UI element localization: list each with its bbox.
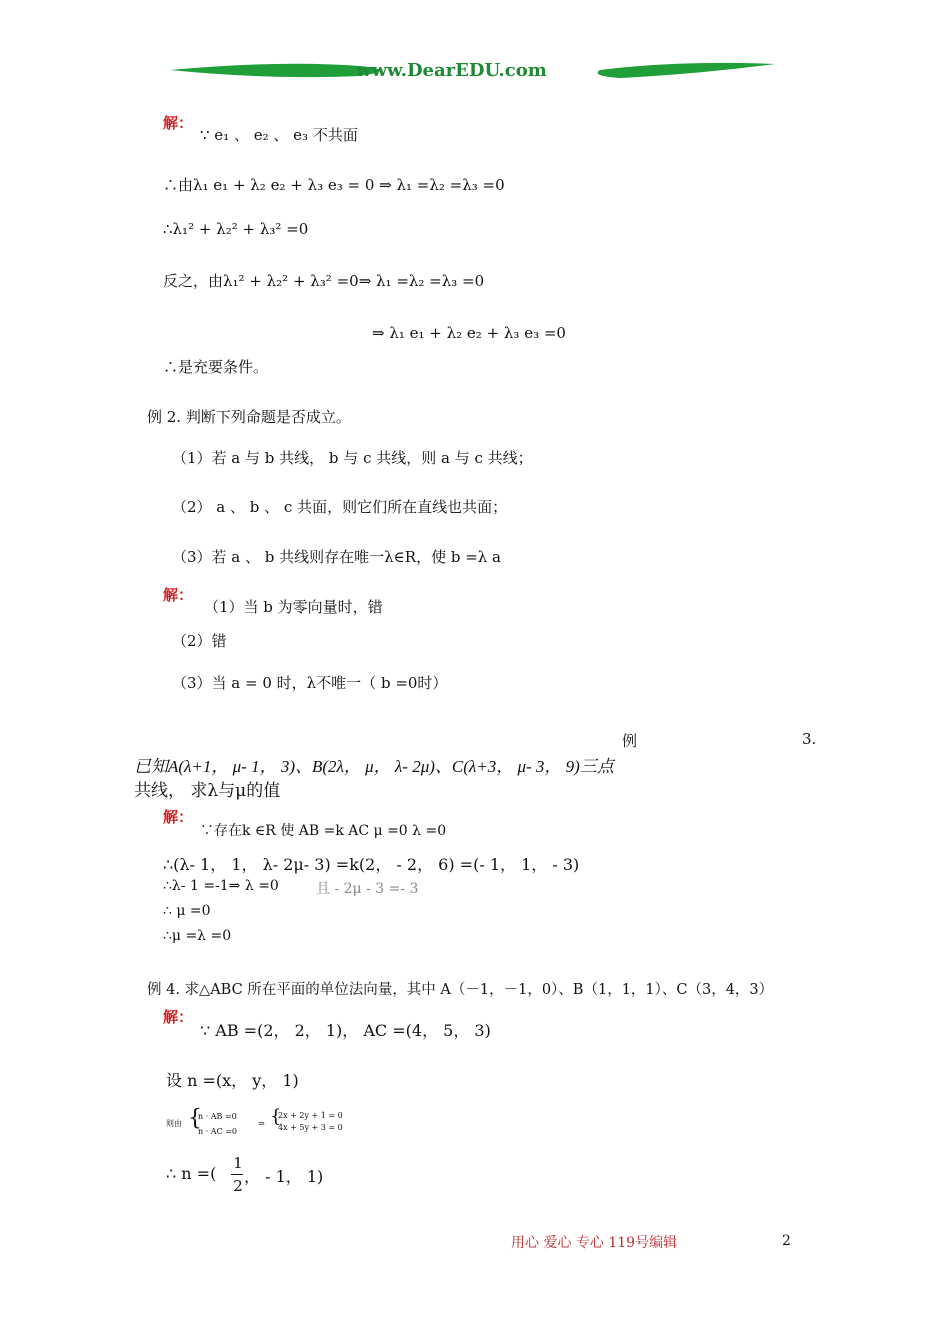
page-number: 2 <box>782 1233 791 1249</box>
fraction-bar <box>231 1174 243 1175</box>
ex4-system-r2: 4x + 5y + 3 = 0 <box>278 1123 343 1132</box>
ex3-sol2: ∴(λ- 1， 1， λ- 2μ- 3) =k(2， - 2， 6) =(- 1， 1， - 3) <box>163 855 580 874</box>
system-brace-2: { <box>270 1106 282 1127</box>
ex3-sol5: ∴μ =λ =0 <box>163 928 232 944</box>
solution-label-4: 解： <box>163 1008 194 1026</box>
site-title: www.DearEDU.com <box>356 60 547 81</box>
solution-label-3: 解： <box>163 808 194 826</box>
solution-label-2: 解： <box>163 586 194 604</box>
ex4-sol4a: ∴ n =( <box>166 1164 217 1183</box>
ex2-prop1: （1）若 a 与 b 共线， b 与 c 共线，则 a 与 c 共线； <box>172 449 533 467</box>
ex2-sol3: （3）当 a = 0 时，λ不唯一（ b =0时） <box>172 674 448 692</box>
left-swoosh <box>170 64 380 77</box>
footer-text: 用心 爱心 专心 119号编辑 <box>511 1235 678 1251</box>
ex2-title: 例 2. 判断下列命题是否成立。 <box>147 408 351 426</box>
ex1-line5: ⇒ λ₁ e₁ + λ₂ e₂ + λ₃ e₃ =0 <box>372 324 566 342</box>
ex2-prop2: （2） a 、 b 、 c 共面，则它们所在直线也共面； <box>172 498 508 516</box>
ex1-line4: 反之，由λ₁² + λ₂² + λ₃² =0⇒ λ₁ =λ₂ =λ₃ =0 <box>163 272 485 290</box>
ex4-sol4b: ， - 1， 1) <box>244 1167 324 1186</box>
ex3-sol4: ∴ μ =0 <box>163 903 211 919</box>
ex1-line6: ∴是充要条件。 <box>163 358 269 376</box>
ex2-sol2: （2）错 <box>172 632 227 650</box>
ex4-system-r1: 2x + 2y + 1 = 0 <box>278 1111 343 1120</box>
implies-arrow: ⇒ <box>258 1119 265 1128</box>
ex3-line2: 共线， 求λ与μ的值 <box>134 781 281 801</box>
ex1-line3: ∴λ₁² + λ₂² + λ₃² =0 <box>163 220 309 238</box>
solution-label: 解： <box>163 114 194 132</box>
ex4-system-l1: n · AB =0 <box>198 1112 237 1121</box>
ex1-line1: ∵ e₁ 、 e₂ 、 e₃ 不共面 <box>200 126 358 144</box>
ex2-sol1: （1）当 b 为零向量时，错 <box>204 598 383 616</box>
ex4-title: 例 4. 求△ABC 所在平面的单位法向量，其中 A（－1，－1，0）、B（1，1，1）、C（3，4，3） <box>147 982 774 998</box>
ex3-line1: 已知A(λ+1， μ- 1， 3)、B(2λ， μ， λ- 2μ)、C(λ+3， μ- 3， 9)三点 <box>134 757 614 776</box>
ex4-system-l2: n · AC =0 <box>198 1127 238 1136</box>
system-brace: { <box>188 1106 202 1131</box>
ex3-sol3: ∴λ- 1 =-1⇒ λ =0 <box>163 878 279 894</box>
ex3-sol1: ∵存在k ∈R 使 AB =k AC μ =0 λ =0 <box>200 823 447 839</box>
fraction-numerator: 1 <box>233 1154 243 1172</box>
ex3-sol3b: 且 - 2μ - 3 =- 3 <box>316 881 419 897</box>
ex4-sol2: 设 n =(x， y， 1) <box>166 1071 299 1090</box>
ex1-line2: ∴由λ₁ e₁ + λ₂ e₂ + λ₃ e₃ = 0 ⇒ λ₁ =λ₂ =λ₃ =0 <box>163 176 505 194</box>
ex4-sol1: ∵ AB =(2， 2， 1)， AC =(4， 5， 3) <box>200 1021 491 1040</box>
ex3-label: 例 <box>622 732 638 750</box>
fraction-denominator: 2 <box>233 1177 243 1195</box>
right-swoosh <box>598 63 776 78</box>
ex2-prop3: （3）若 a 、 b 共线则存在唯一λ∈R，使 b =λ a <box>172 548 501 566</box>
ex3-number: 3. <box>802 730 817 748</box>
ex4-system-prefix: 则由 <box>166 1119 182 1128</box>
